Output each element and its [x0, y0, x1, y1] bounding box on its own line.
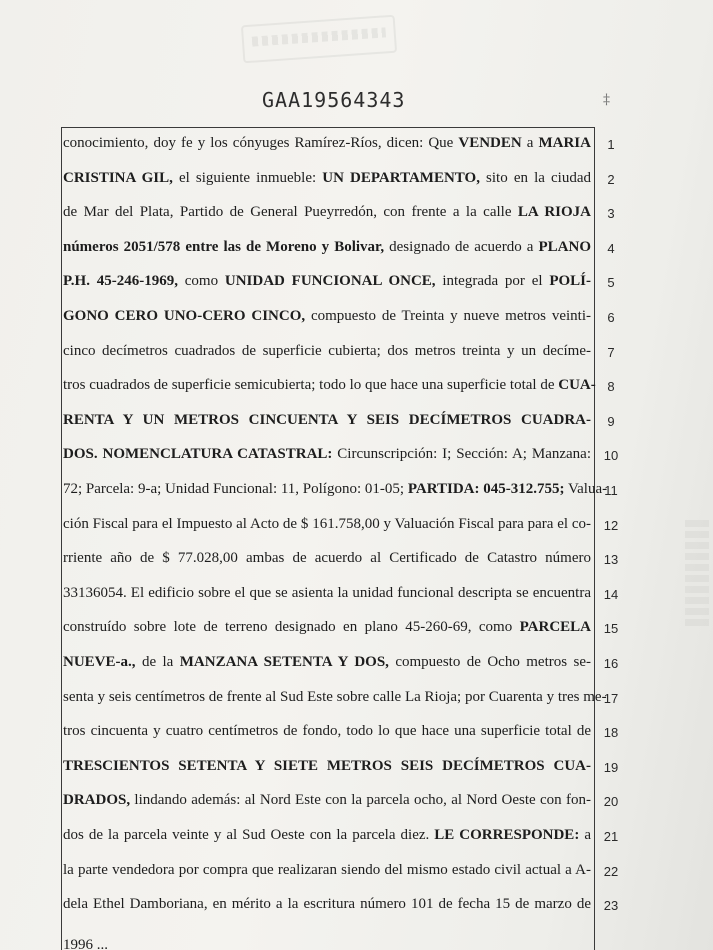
- line-number: 5: [607, 275, 615, 291]
- deed-line: tros cincuenta y cuatro centímetros de fondo, todo lo que hace una superficie total de: [63, 723, 591, 740]
- deed-line: DOS. NOMENCLATURA CATASTRAL: Circunscripción: I; Sección: A; Manzana:: [63, 446, 591, 463]
- line-number: 23: [603, 898, 619, 914]
- line-number: 6: [607, 310, 615, 325]
- line-number: 16: [603, 656, 619, 671]
- deed-line: ción Fiscal para el Impuesto al Acto de $ 161.758,00 y Valuación Fiscal para para el co-: [63, 515, 591, 532]
- cut-off-line: 1996 ...: [63, 937, 108, 950]
- deed-line: CRISTINA GIL, el siguiente inmueble: UN DEPARTAMENTO, sito en la ciudad: [63, 169, 592, 186]
- line-number: 18: [603, 725, 619, 741]
- line-number: 8: [607, 379, 615, 395]
- line-number: 4: [607, 240, 615, 256]
- line-number: 17: [603, 690, 619, 706]
- deed-line: RENTA Y UN METROS CINCUENTA Y SEIS DECÍMETROS CUADRA-: [63, 411, 591, 428]
- line-number: 11: [604, 483, 618, 498]
- deed-line: cinco decímetros cuadrados de superficie cubierta; dos metros treinta y un decíme-: [63, 342, 591, 359]
- deed-line: dos de la parcela veinte y al Sud Oeste con la parcela diez. LE CORRESPONDE: a: [63, 827, 591, 843]
- deed-line: 72; Parcela: 9-a; Unidad Funcional: 11, Polígono: 01-05; PARTIDA: 045-312.755; Valua-: [63, 481, 608, 497]
- line-number: 2: [607, 171, 615, 187]
- deed-line: DRADOS, lindando además: al Nord Este con la parcela ocho, al Nord Oeste con fon-: [63, 792, 591, 809]
- line-number: 19: [603, 759, 619, 775]
- deed-line: dela Ethel Damboriana, en mérito a la escritura número 101 de fecha 15 de marzo de: [63, 896, 591, 913]
- line-number: 9: [607, 413, 615, 429]
- document-serial-number: GAA19564343: [262, 88, 406, 112]
- line-number: 13: [603, 552, 619, 568]
- corner-mark: ‡: [603, 92, 610, 108]
- deed-line: de Mar del Plata, Partido de General Pueyrredón, con frente a la calle LA RIOJA: [63, 204, 591, 221]
- line-number: 12: [603, 517, 619, 533]
- line-number: 1: [607, 137, 615, 152]
- line-number: 14: [603, 586, 619, 602]
- deed-line: tros cuadrados de superficie semicubierta; todo lo que hace una superficie total de CUA-: [63, 377, 596, 394]
- deed-line: TRESCIENTOS SETENTA Y SIETE METROS SEIS DECÍMETROS CUA-: [63, 757, 591, 774]
- line-number: 20: [603, 794, 619, 810]
- line-number: 21: [603, 829, 619, 844]
- deed-line: construído sobre lote de terreno designado en plano 45-260-69, como PARCELA: [63, 619, 591, 636]
- deed-line: NUEVE-a., de la MANZANA SETENTA Y DOS, compuesto de Ocho metros se-: [63, 654, 591, 670]
- line-number: 10: [603, 448, 619, 464]
- watermark-mark: [685, 520, 709, 630]
- deed-line: senta y seis centímetros de frente al Sud Este sobre calle La Rioja; por Cuarenta y tres me-: [63, 688, 607, 705]
- line-number: 7: [607, 344, 615, 360]
- line-number: 3: [607, 206, 615, 222]
- deed-line: la parte vendedora por compra que realizaran siendo del mismo estado civil actual a A-: [63, 861, 591, 878]
- deed-line: rriente año de $ 77.028,00 ambas de acuerdo al Certificado de Catastro número: [63, 550, 591, 567]
- deed-line: números 2051/578 entre las de Moreno y Bolivar, designado de acuerdo a PLANO: [63, 238, 591, 255]
- faded-stamp: [241, 15, 397, 64]
- deed-line: GONO CERO UNO-CERO CINCO, compuesto de Treinta y nueve metros veinti-: [63, 308, 592, 324]
- line-number: 22: [603, 863, 619, 879]
- line-number: 15: [603, 621, 619, 637]
- deed-line: P.H. 45-246-1969, como UNIDAD FUNCIONAL ONCE, integrada por el POLÍ-: [63, 273, 591, 290]
- deed-line: conocimiento, doy fe y los cónyuges Ramírez-Ríos, dicen: Que VENDEN a MARIA: [63, 135, 591, 151]
- deed-line: 33136054. El edificio sobre el que se asienta la unidad funcional descripta se encuentra: [63, 584, 591, 601]
